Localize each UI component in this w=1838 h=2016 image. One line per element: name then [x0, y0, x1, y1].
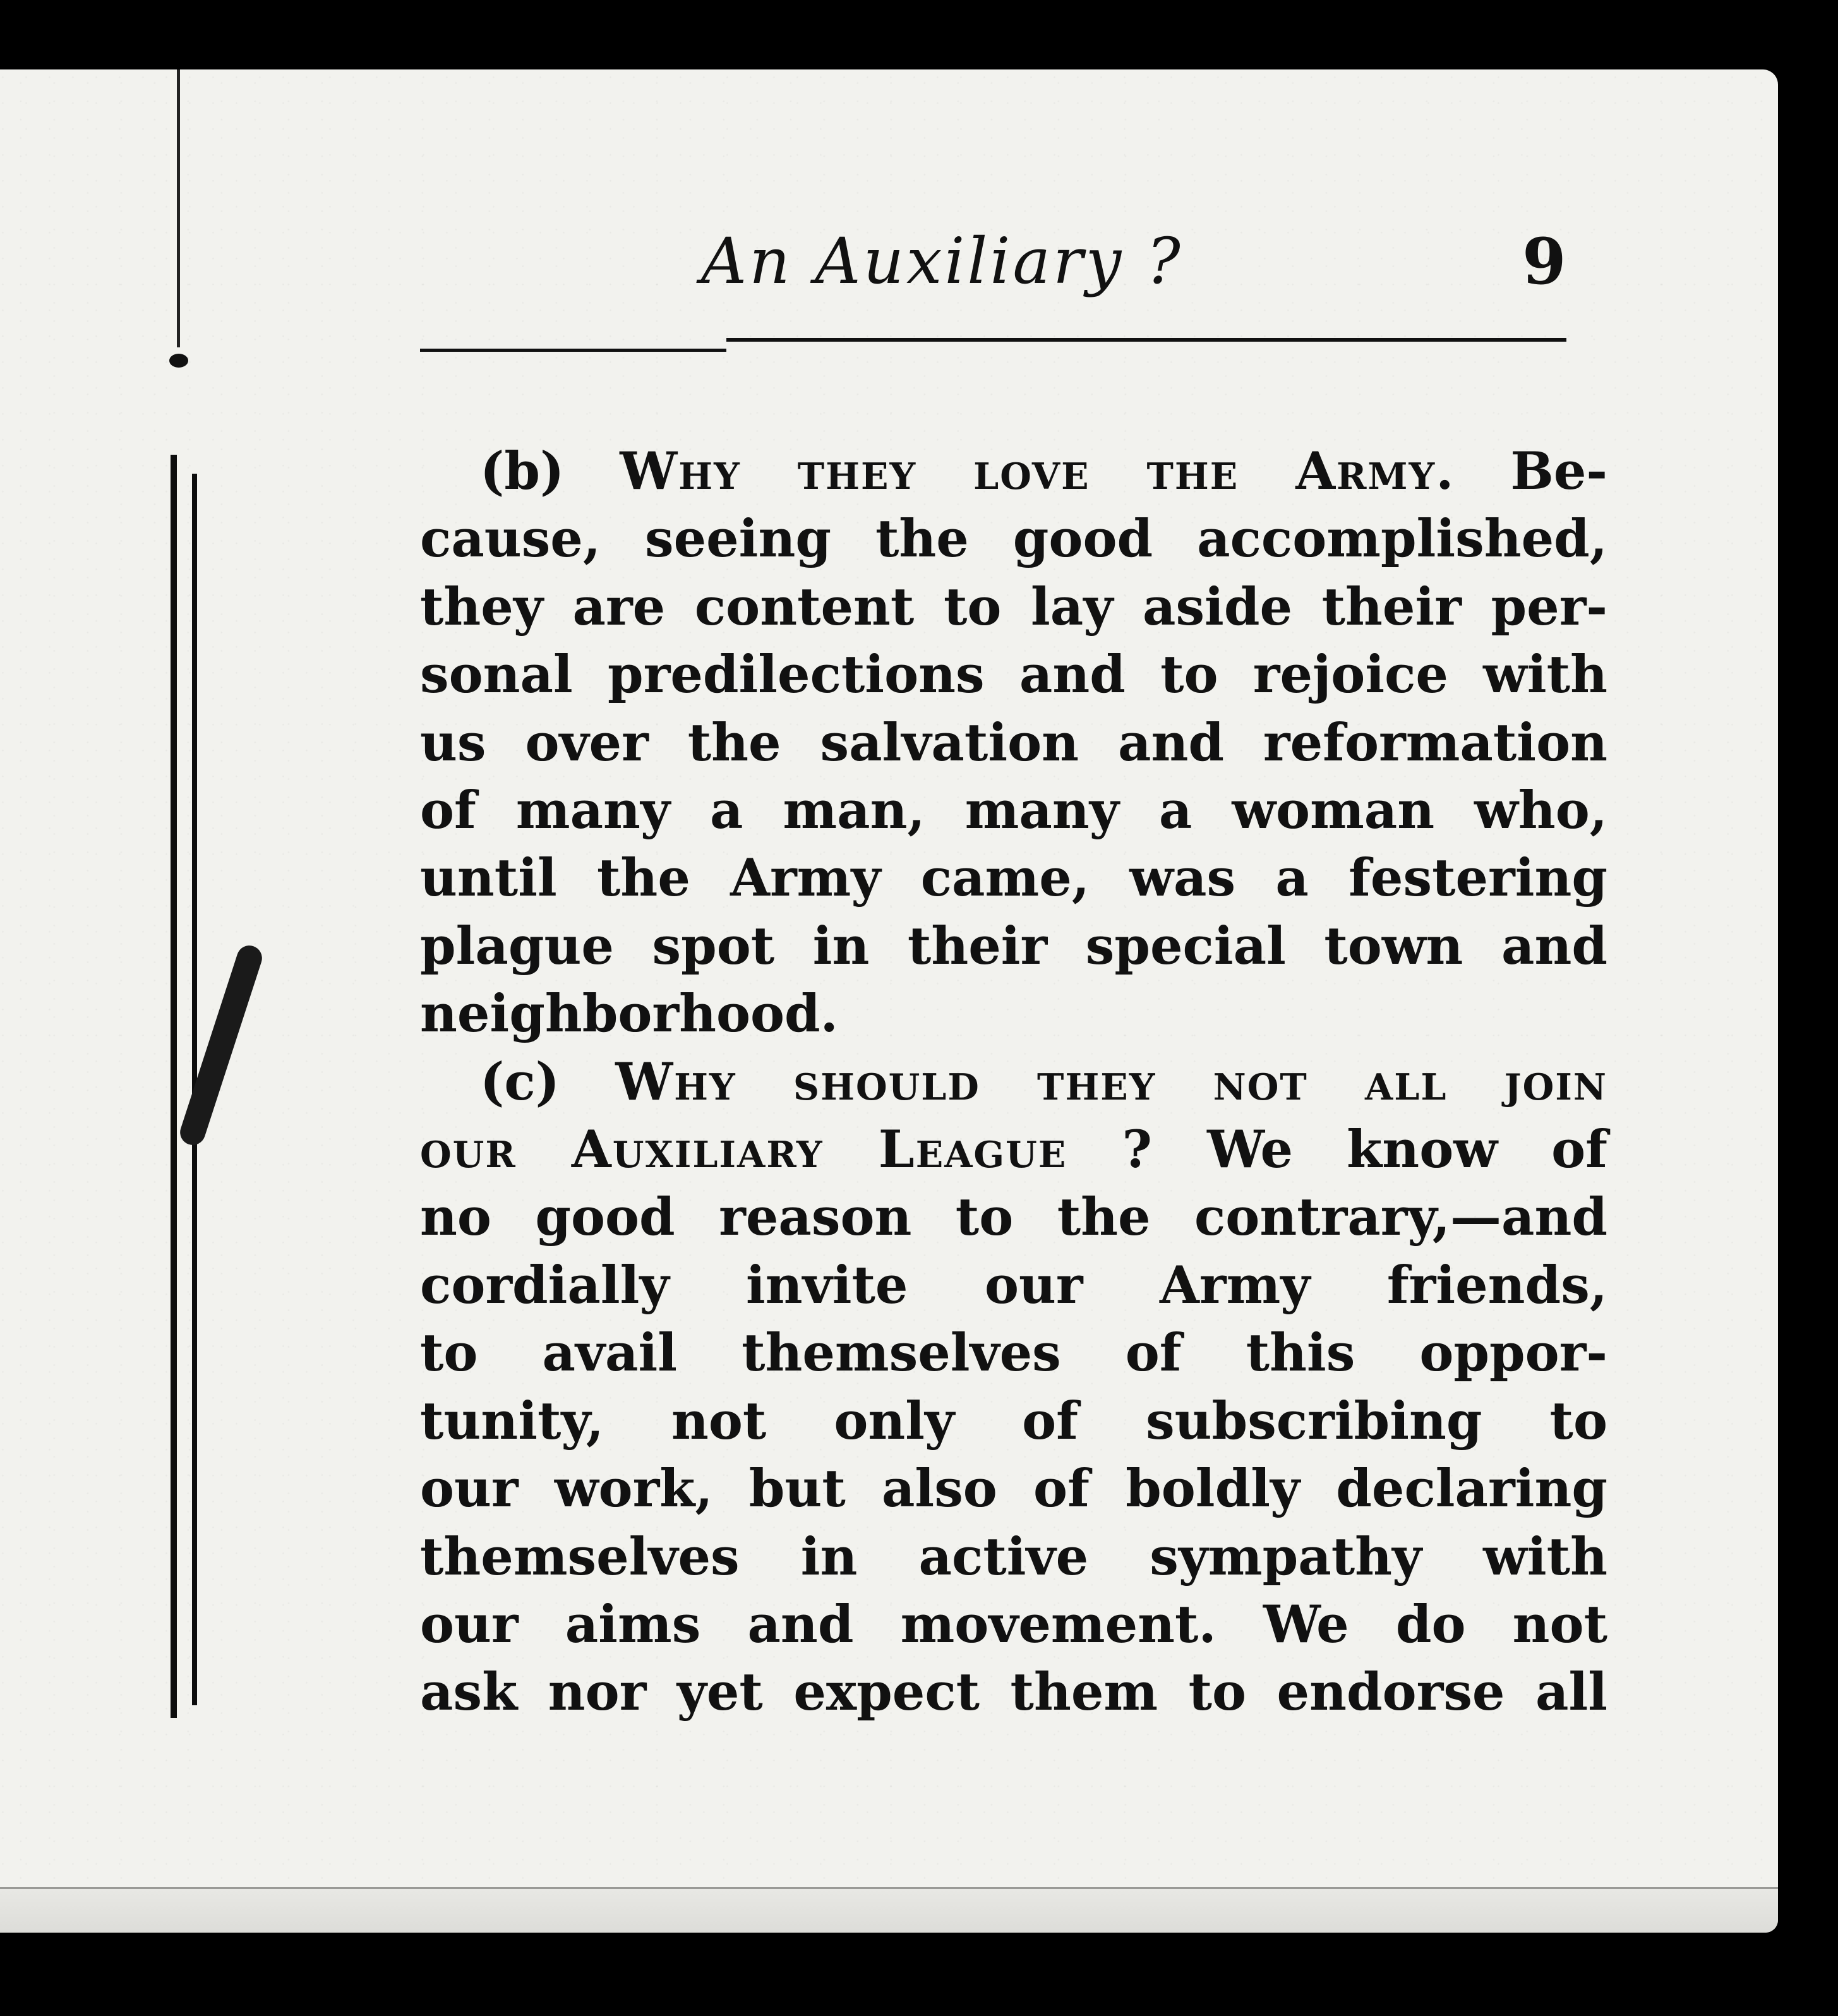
page-number: 9: [1522, 224, 1566, 299]
text-line: themselves in active sympathy with: [420, 1527, 1607, 1587]
text-line: [420, 1116, 1607, 1184]
body-text: [420, 438, 1607, 1727]
text-line: [420, 438, 1607, 505]
text-line: of many a man, many a woman who,: [420, 781, 1607, 841]
line-text: Be-: [1510, 441, 1608, 501]
text-line: cordially invite our Army friends,: [420, 1255, 1607, 1316]
text-line: sonal predilections and to rejoice with: [420, 645, 1607, 705]
section-heading: our Auxiliary League ?: [420, 1120, 1153, 1180]
text-line: our work, but also of boldly declaring: [420, 1459, 1607, 1520]
text-line: ask nor yet expect them to endorse all: [420, 1662, 1607, 1723]
binding-mark: [169, 354, 188, 368]
header-rule-right: [726, 338, 1566, 342]
line-text: We know of: [1207, 1120, 1608, 1180]
text-line: cause, seeing the good accomplished,: [420, 509, 1607, 570]
page-fold-line: [177, 69, 180, 347]
text-line: plague spot in their special town and: [420, 916, 1607, 976]
text-line: our aims and movement. We do not: [420, 1594, 1607, 1655]
header-rule-left: [420, 349, 726, 352]
text-line: no good reason to the contrary,—and: [420, 1187, 1607, 1248]
text-line: tunity, not only of subscribing to: [420, 1391, 1607, 1451]
binding-smudge: [177, 942, 265, 1148]
section-heading: Why should they not all join: [615, 1052, 1607, 1112]
book-page: [0, 69, 1778, 1933]
section-heading: Why they love the Army.: [620, 441, 1455, 501]
text-line: to avail themselves of this oppor-: [420, 1323, 1607, 1384]
binding-edge-left: [171, 455, 177, 1718]
page-bottom-edge: [0, 1887, 1778, 1933]
item-label: (c): [480, 1052, 560, 1112]
text-line: us over the salvation and reformation: [420, 712, 1607, 773]
item-label: (b): [480, 441, 565, 501]
running-head: An Auxiliary ?: [701, 224, 1183, 298]
text-line: until the Army came, was a festering: [420, 848, 1607, 909]
text-line: neighborhood.: [420, 984, 838, 1045]
text-line: [420, 1048, 1607, 1116]
text-line: they are content to lay aside their per-: [420, 577, 1607, 637]
